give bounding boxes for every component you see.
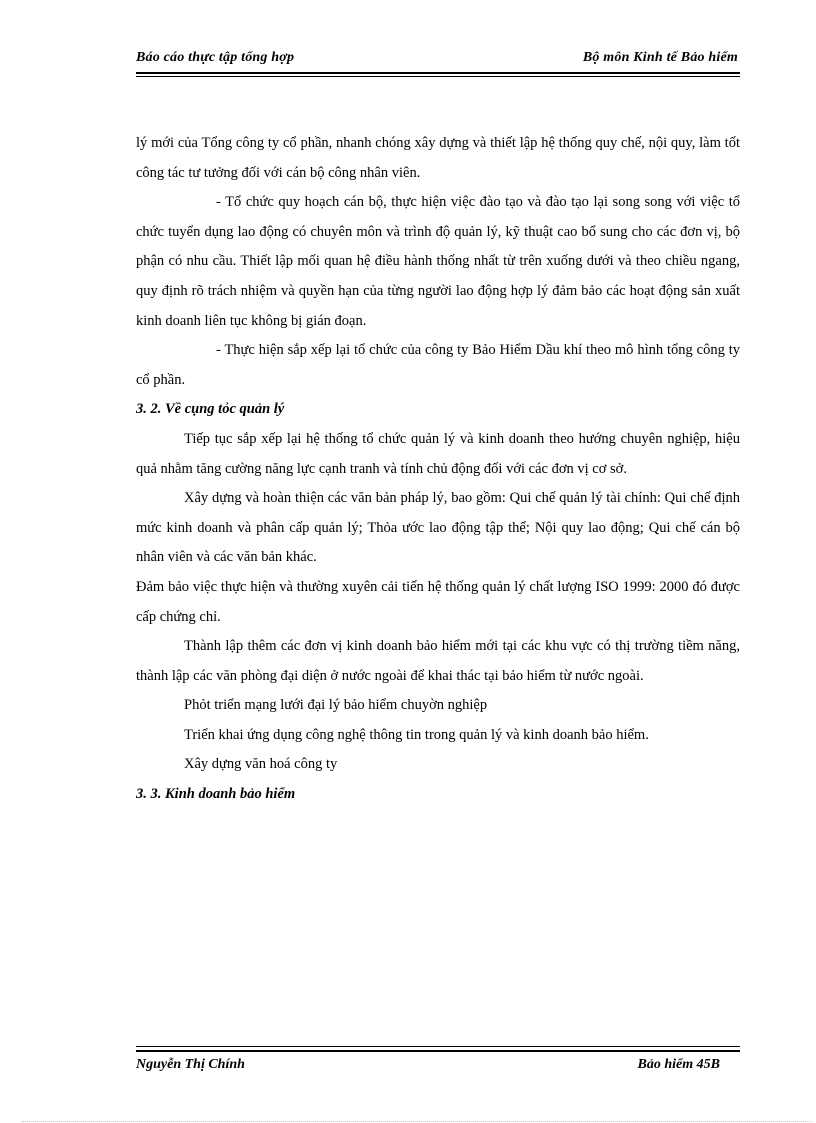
- paragraph-it-application: Triển khai ứng dụng công nghệ thông tin trong quản lý và kinh doanh bảo hiểm.: [184, 726, 649, 743]
- header-report-title: Báo cáo thực tập tổng hợp: [136, 50, 295, 65]
- header-rule-thick: [136, 72, 740, 74]
- paragraph-legal-documents: Xây dựng và hoàn thiện các văn bản pháp lý, bao gồm: Qui chế quản lý tài chính: Qui chế định mức kinh doanh và phân cấp quản lý; Thỏa ước lao động tập thể; Nội quy lao động; Qui chế cán bộ nhân viên và các văn bản khác.: [136, 490, 740, 566]
- footer-class: Bảo hiểm 45B: [637, 1057, 720, 1072]
- paragraph-iso-quality: Đảm bảo việc thực hiện và thường xuyên cải tiến hệ thống quản lý chất lượng ISO 1999: 2000 đó được cấp chứng chỉ.: [136, 578, 740, 625]
- footer-author: Nguyễn Thị Chính: [136, 1057, 245, 1072]
- paragraph-company-culture: Xây dựng văn hoá công ty: [184, 756, 338, 773]
- footer-rule-thin: [136, 1046, 740, 1047]
- paragraph-staff-planning: - Tổ chức quy hoạch cán bộ, thực hiện việc đào tạo và đào tạo lại song song với việc tổ chức tuyển dụng lao động có chuyên môn và trình độ quản lý, kỹ thuật cao bổ sung cho các đơn vị, bộ phận có nhu cầu. Thiết lập mối quan hệ điều hành thống nhất từ trên xuống dưới và theo chiều ngang, quy định rõ trách nhiệm và quyền hạn của từng người lao động hợp lý đảm bảo các hoạt động sản xuất kinh doanh liên tục không bị gián đoạn.: [136, 194, 740, 329]
- page-edge-divider: [22, 1121, 812, 1122]
- paragraph-agent-network: Phỏt triển mạng lưới đại lý bảo hiểm chuyờn nghiệp: [184, 697, 488, 714]
- paragraph-reorganization: - Thực hiện sắp xếp lại tổ chức của công ty Bảo Hiểm Dầu khí theo mô hình tổng công ty cổ phần.: [136, 342, 740, 388]
- header-rule-thin: [136, 76, 740, 77]
- document-body: [136, 129, 740, 810]
- paragraph-continuation: lý mới của Tổng công ty cổ phần, nhanh chóng xây dựng và thiết lập hệ thống quy chế, nội quy, làm tốt công tác tư tưởng đối với cán bộ công nhân viên.: [136, 135, 740, 181]
- section-heading-management: 3. 2. Về cụng tỏc quản lý: [136, 401, 285, 418]
- paragraph-restructuring: Tiếp tục sắp xếp lại hệ thống tổ chức quản lý và kinh doanh theo hướng chuyên nghiệp, hiệu quả nhằm tăng cường năng lực cạnh tranh và tính chủ động đối với các đơn vị cơ sở.: [136, 430, 740, 477]
- page-header: [136, 50, 740, 70]
- paragraph-new-units: Thành lập thêm các đơn vị kinh doanh bảo hiểm mới tại các khu vực có thị trường tiềm năng, thành lập các văn phòng đại diện ở nước ngoài để khai thác tại bảo hiểm từ nước ngoài.: [136, 638, 740, 684]
- header-department: Bộ môn Kinh tế Bảo hiểm: [582, 50, 738, 65]
- footer-rule-thick: [136, 1050, 740, 1052]
- section-heading-insurance-business: 3. 3. Kinh doanh bảo hiểm: [136, 786, 296, 803]
- page-footer: [136, 1057, 740, 1077]
